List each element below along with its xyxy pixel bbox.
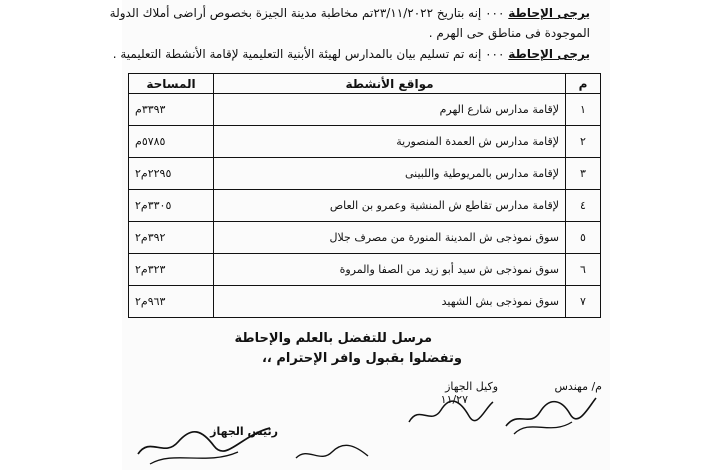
row-area: ٣٢٣م٢ (129, 254, 214, 286)
left-margin (0, 0, 122, 470)
notice-prefix: يرجى الإحاطة (508, 6, 590, 20)
table-row (129, 254, 601, 286)
row-num: ٣ (566, 158, 601, 190)
row-site: لإقامة مدارس شارع الهرم (214, 94, 566, 126)
row-site: سوق نموذجى بش الشهيد (214, 286, 566, 318)
row-num: ٢ (566, 126, 601, 158)
notice-text-2: ٠٠٠ إنه تم تسليم بيان بالمدارس لهيئة الأبنية التعليمية لإقامة الأنشطة التعليمية . (112, 47, 505, 61)
row-site: لإقامة مدارس بالمريوطية واللبينى (214, 158, 566, 190)
row-site: لإقامة مدارس تقاطع ش المنشية وعمرو بن العاص (214, 190, 566, 222)
row-num: ٧ (566, 286, 601, 318)
row-area: ٢٢٩٥م٢ (129, 158, 214, 190)
header-area: المساحة (129, 74, 214, 94)
notice-text: ٠٠٠ إنه بتاريخ ٢٣/١١/٢٠٢٢تم مخاطبة مدينة الجيزة بخصوص أراضى أملاك الدولة (109, 6, 505, 20)
deputy-signature-icon (405, 396, 495, 432)
right-margin (610, 0, 720, 470)
table-row (129, 286, 601, 318)
row-area: ٣٩٢م٢ (129, 222, 214, 254)
table-row (129, 94, 601, 126)
notice-text-continued: الموجودة فى مناطق حى الهرم . (428, 26, 590, 40)
row-area: ٥٧٨٥م (129, 126, 214, 158)
notice-prefix-2: يرجى الإحاطة (508, 47, 590, 61)
deputy-title: وكيل الجهاز (445, 380, 498, 393)
row-num: ١ (566, 94, 601, 126)
table-header-row (129, 74, 601, 94)
row-area: ٣٣٩٣م (129, 94, 214, 126)
head-signature-icon (130, 420, 280, 468)
table-row (129, 190, 601, 222)
letter-line-1 (110, 6, 590, 20)
row-num: ٦ (566, 254, 601, 286)
row-num: ٥ (566, 222, 601, 254)
engineer-signature-icon (500, 388, 600, 440)
closing-line-1: مرسل للتفضل بالعلم والإحاطة (234, 331, 432, 346)
table-row (129, 158, 601, 190)
engineer-title: م/ مهندس (554, 380, 602, 393)
row-site: لإقامة مدارس ش العمدة المنصورية (214, 126, 566, 158)
row-area: ٩٦٣م٢ (129, 286, 214, 318)
closing-line-2: وتفضلوا بقبول وافر الإحترام ،، (261, 351, 462, 366)
deputy-date: ١١/٢٧ (440, 393, 468, 406)
row-site: سوق نموذجى ش سيد أبو زيد من الصفا والمروة (214, 254, 566, 286)
table-row (129, 126, 601, 158)
activities-table (128, 73, 601, 318)
row-site: سوق نموذجى ش المدينة المنورة من مصرف جلال (214, 222, 566, 254)
table-row (129, 222, 601, 254)
letter-line-3 (113, 47, 590, 61)
row-num: ٤ (566, 190, 601, 222)
header-site: مواقع الأنشطة (214, 74, 566, 94)
head-title: رئيس الجهاز (210, 425, 278, 438)
header-num: م (566, 74, 601, 94)
bottom-signature-icon (292, 440, 372, 468)
letter-line-2 (429, 26, 590, 40)
row-area: ٣٣٠٥م٢ (129, 190, 214, 222)
